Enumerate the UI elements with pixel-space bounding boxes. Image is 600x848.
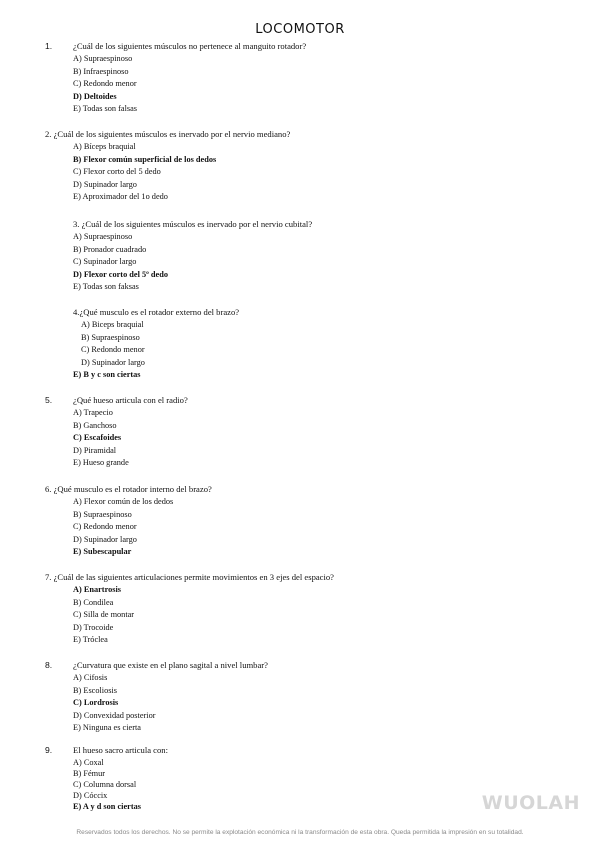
option-e: E) Todas son falsas [73,104,138,114]
option-d: D) Supinador largo [73,534,137,544]
option-a: A) Supraespinoso [73,54,133,63]
question-number: 5. [45,395,53,405]
option-a: A) Supraespinoso [73,232,133,241]
option-b: B) Supraespinoso [73,509,132,519]
question-stem: El hueso sacro articula con: [73,745,168,755]
option-a: A) Bíceps braquial [73,142,136,151]
question-stem: 6. ¿Qué musculo es el rotador interno del brazo? [45,484,212,494]
page-title: LOCOMOTOR [255,22,345,37]
option-e: E) Aproximador del 1o dedo [73,192,168,202]
question-1 [0,40,600,116]
option-d: D) Supinador largo [73,179,137,189]
option-e: E) Tróclea [73,635,108,645]
option-d: D) Trocoide [73,622,114,632]
question-stem: 3. ¿Cuál de los siguientes músculos es inervado por el nervio cubital? [73,219,313,229]
question-stem: 2. ¿Cuál de los siguientes músculos es inervado por el nervio mediano? [45,129,291,139]
option-c: C) Supinador largo [73,257,137,267]
option-a: A) Enartrosis [73,585,122,594]
option-a: A) Coxal [73,758,104,767]
option-b: B) Fémur [73,769,106,778]
option-b: B) Condilea [73,597,114,607]
option-a: A) Biceps braquial [81,320,144,329]
question-stem: 7. ¿Cuál de las siguientes articulaciones permite movimientos en 3 ejes del espacio? [45,572,334,582]
option-c: C) Redondo menor [81,345,145,355]
question-stem: 4.¿Qué musculo es el rotador externo del brazo? [73,307,240,317]
option-e: E) B y c son ciertas [73,370,141,380]
option-b: B) Ganchoso [73,420,117,430]
option-d: D) Deltoides [73,91,117,101]
option-c: C) Columna dorsal [73,780,137,789]
question-stem: ¿Cuál de los siguientes músculos no pertenece al manguito rotador? [73,41,307,51]
option-c: C) Escafoides [73,433,122,443]
option-d: D) Piramidal [73,445,117,455]
option-d: D) Flexor corto del 5º dedo [73,269,168,279]
option-d: D) Cóccix [73,791,108,800]
question-2 [0,128,600,204]
option-e: E) Ninguna es cierta [73,723,141,733]
question-3 [0,218,600,294]
option-a: A) Trapecio [73,408,113,417]
option-b: B) Infraespinoso [73,66,129,76]
option-d: D) Convexidad posterior [73,710,156,720]
question-number: 8. [45,660,53,670]
question-7 [0,571,600,647]
option-e: E) A y d son ciertas [73,802,141,811]
question-stem: ¿Curvatura que existe en el plano sagital a nivel lumbar? [73,660,268,670]
option-d: D) Supinador largo [81,357,145,367]
option-a: A) Flexor común de los dedos [73,497,174,506]
question-6 [0,483,600,559]
option-b: B) Escoliosis [73,685,118,695]
option-e: E) Hueso grande [73,458,129,468]
question-4 [0,306,600,382]
question-number: 1. [45,41,53,51]
option-c: C) Redondo menor [73,522,137,532]
question-8 [0,659,600,735]
option-e: E) Subescapular [73,547,132,557]
question-stem: ¿Qué hueso articula con el radio? [73,395,188,405]
copyright-footer: Reservados todos los derechos. No se permite la explotación económica ni la transformación de esta obra. Queda permitida la impresión en su totalidad. [76,829,524,836]
option-b: B) Supraespinoso [81,332,140,342]
question-number: 9. [45,745,53,755]
option-c: C) Flexor corto del 5 dedo [73,167,161,177]
question-5 [0,394,600,470]
option-e: E) Todas son faksas [73,282,139,292]
wuolah-watermark: WUOLAH [481,792,580,814]
option-a: A) Cifosis [73,673,108,682]
option-c: C) Silla de montar [73,610,135,620]
option-b: B) Flexor común superficial de los dedos [73,154,217,164]
option-b: B) Pronador cuadrado [73,244,147,254]
option-c: C) Lordrosis [73,698,119,708]
option-c: C) Redondo menor [73,79,137,89]
